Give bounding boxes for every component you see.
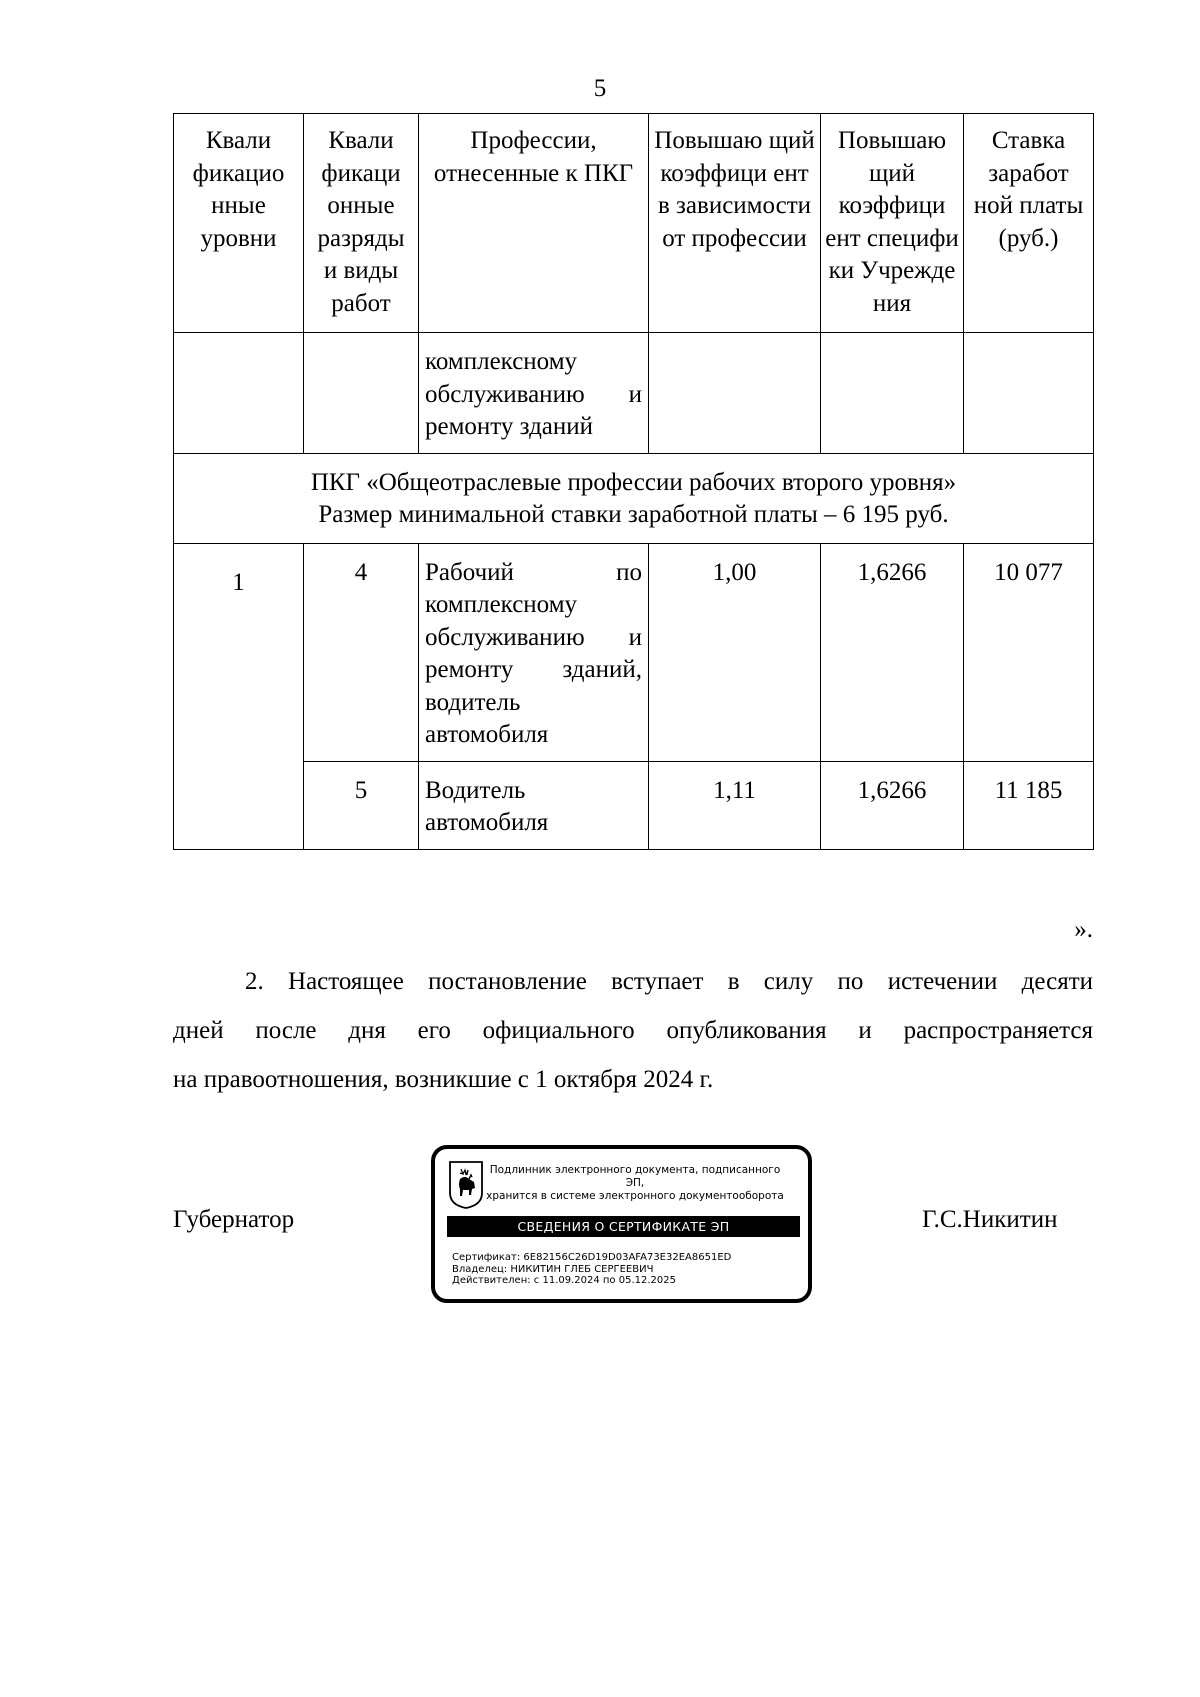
table-header-row <box>174 114 1094 333</box>
institution-coefficient: 1,6266 <box>821 543 964 761</box>
qualification-grade: 4 <box>304 543 419 761</box>
certificate-validity: Действителен: с 11.09.2024 по 05.12.2025 <box>452 1275 676 1286</box>
qualification-grade: 5 <box>304 761 419 849</box>
effective-date-paragraph <box>173 957 1093 1104</box>
e-signature-stamp <box>431 1145 812 1303</box>
table-cell <box>649 333 821 454</box>
qualification-level: 1 <box>174 543 304 849</box>
signer-name: Г.С.Никитин <box>922 1206 1058 1233</box>
table-cell <box>174 333 304 454</box>
group-header-cell <box>174 453 1094 543</box>
header-institution-coefficient: Повышаю щий коэффици ент специфи ки Учрежде ния <box>821 114 964 333</box>
paragraph-line: на правоотношения, возникшие с 1 октября 2024 г. <box>173 1066 714 1093</box>
signer-title: Губернатор <box>173 1206 295 1233</box>
group-row <box>174 453 1094 543</box>
table-row <box>174 761 1094 849</box>
table-cell <box>964 333 1094 454</box>
group-min-rate: Размер минимальной ставки заработной платы – 6 195 руб. <box>318 501 949 528</box>
header-profession-coefficient: Повышаю щий коэффици ент в зависимости от профессии <box>649 114 821 333</box>
closing-quote: ». <box>1074 916 1093 943</box>
header-qualification-grades: Квали фикаци онные разряды и виды работ <box>304 114 419 333</box>
certificate-header: СВЕДЕНИЯ О СЕРТИФИКАТЕ ЭП <box>447 1216 800 1237</box>
continuation-row <box>174 333 1094 454</box>
paragraph-line: 2. Настоящее постановление вступает в силу по истечении десяти <box>245 968 1093 995</box>
salary-rate: 11 185 <box>964 761 1094 849</box>
header-professions: Профессии, отнесенные к ПКГ <box>419 114 649 333</box>
profession-coefficient: 1,11 <box>649 761 821 849</box>
certificate-id: Сертификат: 6E82156C26D19D03AFA73E32EA8651ED <box>452 1252 732 1263</box>
group-title: ПКГ «Общеотраслевые профессии рабочих второго уровня» <box>310 468 957 496</box>
paragraph-line: дней после дня его официального опубликования и распространяется <box>173 1017 1093 1044</box>
profession: Рабочий по комплексному обслуживанию и ремонту зданий, водитель автомобиля <box>419 543 649 761</box>
certificate-owner: Владелец: НИКИТИН ГЛЕБ СЕРГЕЕВИЧ <box>452 1263 654 1275</box>
institution-coefficient: 1,6266 <box>821 761 964 849</box>
coat-of-arms-icon <box>449 1161 483 1209</box>
salary-rate: 10 077 <box>964 543 1094 761</box>
continuation-profession: комплексному обслуживанию и ремонту зданий <box>419 333 649 454</box>
profession-coefficient: 1,00 <box>649 543 821 761</box>
profession: Водитель автомобиля <box>419 761 649 849</box>
page-number: 5 <box>593 75 607 102</box>
certificate-details <box>452 1252 731 1287</box>
salary-table <box>173 113 1094 850</box>
header-qualification-levels: Квали фикацио нные уровни <box>174 114 304 333</box>
stamp-notice-line: хранится в системе электронного документооборота <box>486 1190 784 1202</box>
stamp-notice <box>485 1164 785 1203</box>
table-cell <box>304 333 419 454</box>
stamp-notice-line: Подлинник электронного документа, подписанного ЭП, <box>489 1164 781 1189</box>
header-salary-rate: Ставка заработ ной платы (руб.) <box>964 114 1094 333</box>
table-row <box>174 543 1094 761</box>
table-cell <box>821 333 964 454</box>
